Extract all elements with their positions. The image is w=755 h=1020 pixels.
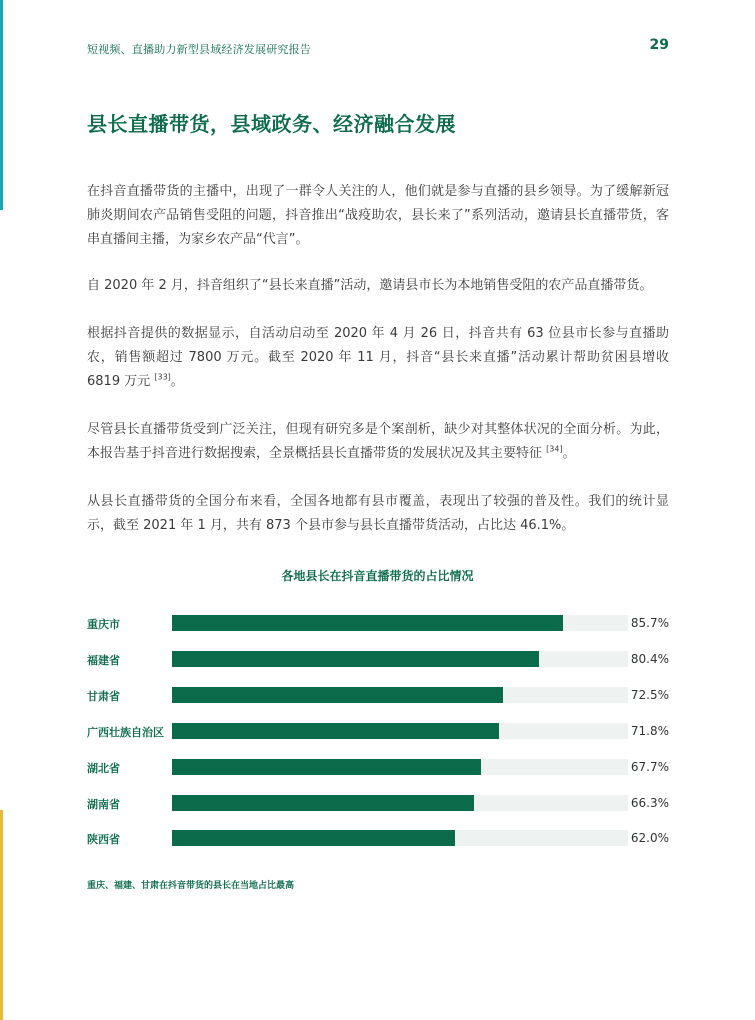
paragraph-3-end: 。 (170, 374, 184, 389)
chart-note: 重庆、福建、甘肃在抖音带货的县长在当地占比最高 (87, 881, 295, 891)
bar-track (172, 830, 628, 846)
bar-value-label: 80.4% (630, 652, 669, 666)
bar-label: 陕西省 (87, 833, 120, 846)
bar (172, 759, 481, 775)
bar-value-label: 67.7% (630, 760, 669, 774)
bar-value-label: 85.7% (630, 616, 669, 630)
citation-33[interactable]: [33] (154, 372, 171, 382)
bar-track (172, 759, 628, 775)
paragraph-4-end: 。 (562, 446, 576, 461)
paragraph-2-text: 自 2020 年 2 月，抖音组织了“县长来直播”活动，邀请县市长为本地销售受阻的农产品直播带货。 (87, 278, 653, 293)
left-edge-stripe-bottom (0, 810, 3, 1020)
bar (172, 615, 563, 631)
bar-value-label: 66.3% (630, 796, 669, 810)
bar-label: 福建省 (87, 654, 120, 667)
paragraph-3-text: 根据抖音提供的数据显示，自活动启动至 2020 年 4 月 26 日，抖音共有 63 位县市长参与直播助农，销售额超过 7800 万元。截至 2020 年 11 月，抖音“县长来直播”活动累计帮助贫困县增收 6819 万元 (87, 326, 669, 389)
bar (172, 723, 499, 739)
paragraph-1-text: 在抖音直播带货的主播中，出现了一群令人关注的人，他们就是参与直播的县乡领导。为了缓解新冠肺炎期间农产品销售受阻的问题，抖音推出“战疫助农，县长来了”系列活动，邀请县长直播带货，客串直播间主播，为家乡农产品“代言”。 (87, 184, 669, 247)
bar-track (172, 795, 628, 811)
bar-track (172, 651, 628, 667)
paragraph-3 (87, 322, 669, 394)
bar (172, 687, 503, 703)
bar-label: 甘肃省 (87, 690, 120, 703)
bar-track (172, 615, 628, 631)
section-title: 县长直播带货，县域政务、经济融合发展 (87, 112, 456, 136)
bar-label: 湖北省 (87, 762, 120, 775)
paragraph-2 (87, 274, 669, 298)
bar (172, 795, 474, 811)
bar-value-label: 71.8% (630, 724, 669, 738)
bar (172, 651, 539, 667)
bar (172, 830, 455, 846)
bar-track (172, 723, 628, 739)
chart-title: 各地县长在抖音直播带货的占比情况 (281, 569, 474, 583)
bar-label: 广西壮族自治区 (87, 726, 164, 739)
left-edge-stripe-top (0, 0, 3, 210)
bar-value-label: 72.5% (630, 688, 669, 702)
paragraph-5 (87, 490, 669, 538)
paragraph-4 (87, 418, 669, 466)
running-header: 短视频、直播助力新型县域经济发展研究报告 (87, 43, 311, 56)
page-number: 29 (649, 37, 669, 53)
bar-value-label: 62.0% (630, 831, 669, 845)
paragraph-4-text: 尽管县长直播带货受到广泛关注，但现有研究多是个案剖析，缺少对其整体状况的全面分析。为此，本报告基于抖音进行数据搜索，全景概括县长直播带货的发展状况及其主要特征 (87, 422, 669, 461)
bar-label: 湖南省 (87, 798, 120, 811)
bar-label: 重庆市 (87, 618, 120, 631)
paragraph-5-text: 从县长直播带货的全国分布来看，全国各地都有县市覆盖，表现出了较强的普及性。我们的统计显示，截至 2021 年 1 月，共有 873 个县市参与县长直播带货活动，占比达 46.1%。 (87, 494, 669, 533)
citation-34[interactable]: [34] (546, 444, 563, 454)
bar-track (172, 687, 628, 703)
paragraph-1 (87, 180, 669, 252)
